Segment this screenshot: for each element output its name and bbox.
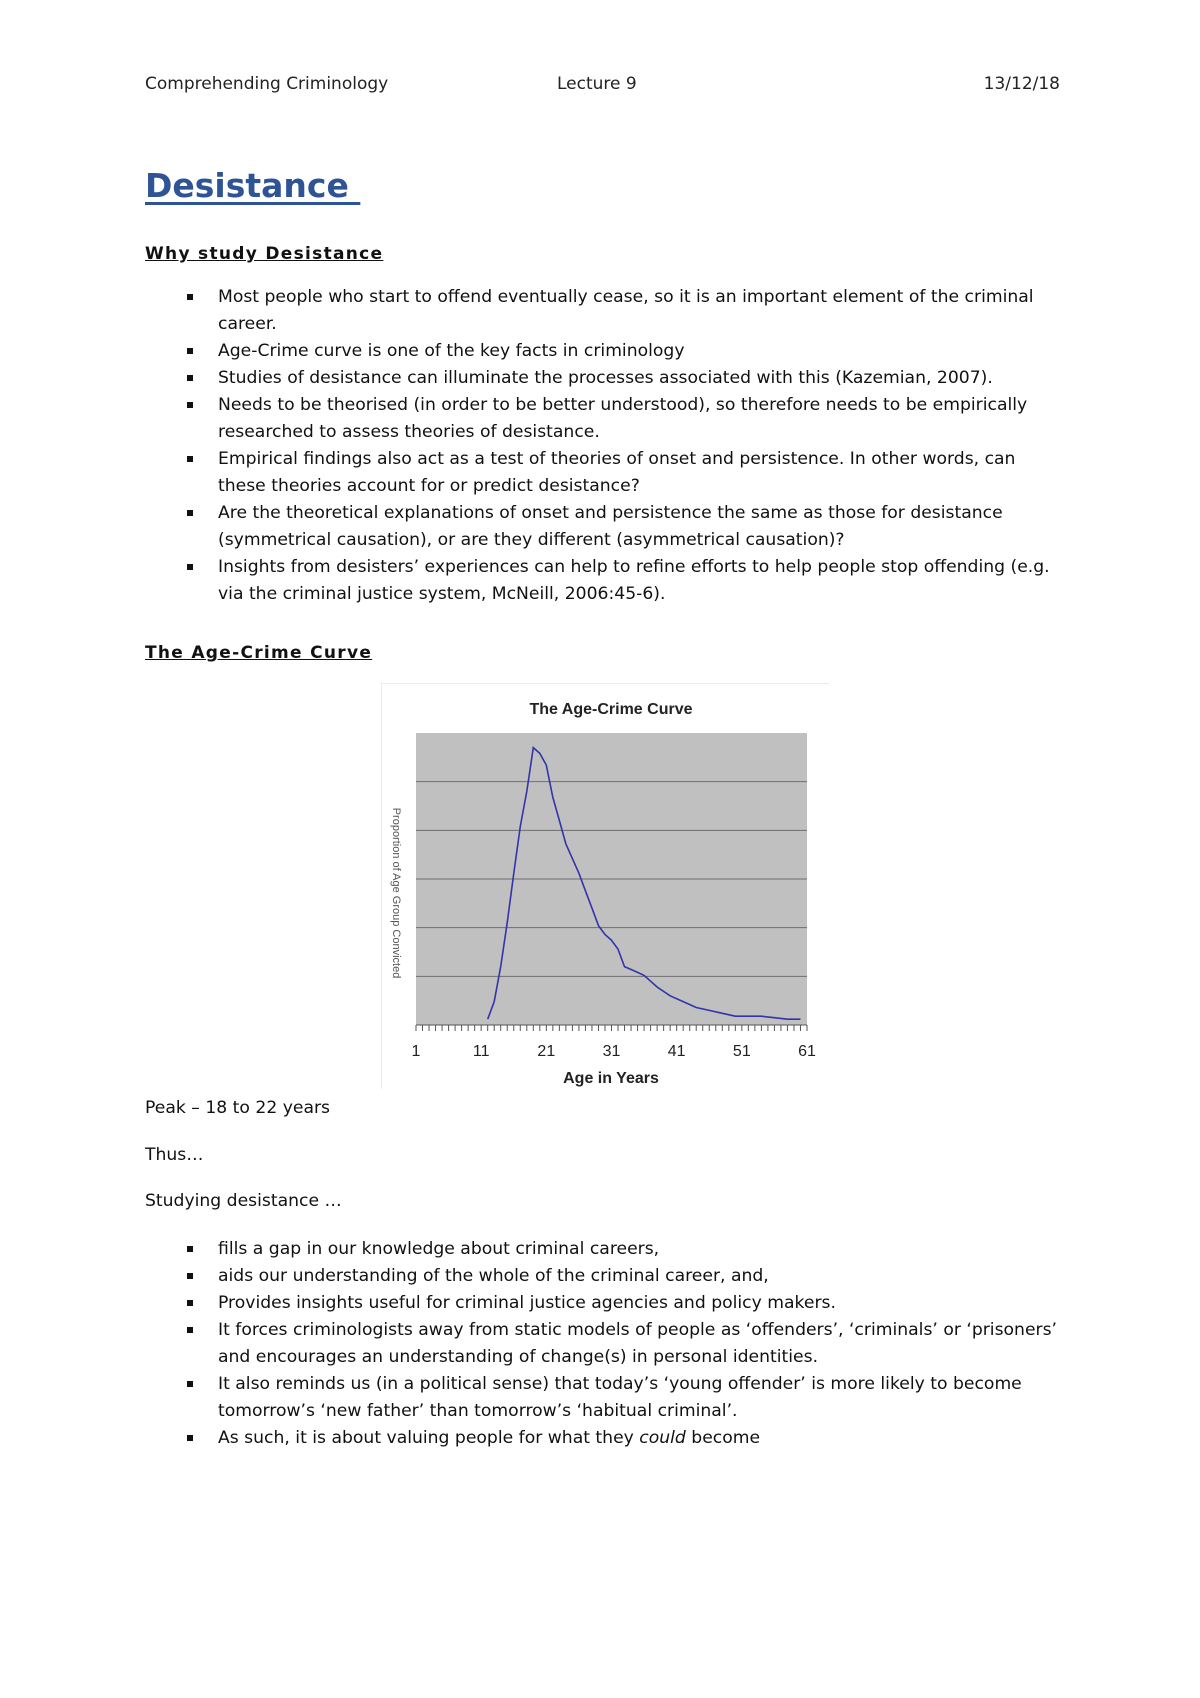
x-tick-label: 51: [732, 1043, 751, 1060]
list-item: [145, 392, 1060, 446]
list-item: [145, 1425, 1060, 1452]
list-item-text: It also reminds us (in a political sense) that today’s ‘young offender’ is more likely to become tomorrow’s ‘new father’ than tomorrow’s ‘habitual criminal’.: [218, 1374, 1022, 1421]
list-item: [145, 284, 1060, 338]
bullet-marker: [187, 456, 193, 462]
studying-text: Studying desistance …: [145, 1191, 342, 1211]
list-item-text: aids our understanding of the whole of the criminal career, and,: [218, 1266, 769, 1286]
x-tick-label: 31: [602, 1043, 621, 1060]
list-item: [145, 446, 1060, 500]
thus-text: Thus…: [145, 1145, 204, 1165]
heading-age-crime-curve: The Age-Crime Curve: [145, 643, 373, 663]
list-item: [145, 500, 1060, 554]
bullet-marker: [187, 402, 193, 408]
bullet-marker: [187, 1327, 193, 1333]
bullet-marker: [187, 294, 193, 300]
list-item-text: Insights from desisters’ experiences can help to refine efforts to help people stop offending (e.g. via the criminal justice system, McNeill, 2006:45-6).: [218, 557, 1050, 604]
list-item-text: Studies of desistance can illuminate the processes associated with this (Kazemian, 2007).: [218, 368, 993, 388]
chart-svg: [381, 683, 829, 1089]
header-date: 13/12/18: [983, 74, 1060, 94]
list-item-text: Age-Crime curve is one of the key facts in criminology: [218, 341, 685, 361]
list-item-text: As such, it is about valuing people for what they: [218, 1428, 640, 1448]
list-item: [145, 365, 1060, 392]
list-item-text-end: become: [685, 1428, 761, 1448]
bullet-marker: [187, 375, 193, 381]
list-item-text: Needs to be theorised (in order to be better understood), so therefore needs to be empirically researched to assess theories of desistance.: [218, 395, 1028, 442]
chart-title: The Age-Crime Curve: [529, 701, 693, 718]
bullet-marker: [187, 1246, 193, 1252]
list-item: [145, 554, 1060, 608]
list-item-text: Provides insights useful for criminal justice agencies and policy makers.: [218, 1293, 836, 1313]
plot-layer: [412, 733, 816, 1060]
bullet-marker: [187, 1273, 193, 1279]
age-crime-chart: [381, 683, 829, 1089]
bullet-marker: [187, 1300, 193, 1306]
list-item-text: Empirical findings also act as a test of theories of onset and persistence. In other words, can these theories account for or predict desistance?: [218, 449, 1016, 496]
chart-x-label: Age in Years: [563, 1070, 659, 1087]
list-item-text: It forces criminologists away from static models of people as ‘offenders’, ‘criminals’ or ‘prisoners’ and encourages an understanding of change(s) in personal identities.: [218, 1320, 1058, 1367]
list-item: [145, 1236, 1060, 1263]
bullet-list-studying: [145, 1236, 1060, 1452]
list-item: [145, 1317, 1060, 1371]
bullet-marker: [187, 1381, 193, 1387]
x-tick-label: 1: [411, 1043, 421, 1060]
list-item: [145, 1263, 1060, 1290]
x-tick-label: 11: [472, 1043, 490, 1060]
chart-y-label: Proportion of Age Group Convicted: [390, 807, 402, 979]
x-tick-label: 61: [798, 1043, 816, 1060]
heading-why-study: Why study Desistance: [145, 244, 384, 264]
bullet-marker: [187, 564, 193, 570]
list-item: [145, 338, 1060, 365]
bullet-marker: [187, 348, 193, 354]
page-title: Desistance: [145, 166, 361, 205]
x-tick-label: 21: [537, 1043, 556, 1060]
list-item-text: Are the theoretical explanations of onset and persistence the same as those for desistance (symmetrical causation), or are they different (asymmetrical causation)?: [218, 503, 1003, 550]
header-course: Comprehending Criminology: [145, 74, 389, 94]
bullet-marker: [187, 510, 193, 516]
bullet-list-why-study: [145, 284, 1060, 608]
list-item: [145, 1371, 1060, 1425]
peak-text: Peak – 18 to 22 years: [145, 1098, 331, 1118]
x-tick-label: 41: [667, 1043, 686, 1060]
bullet-marker: [187, 1435, 193, 1441]
list-item-emphasis: could: [639, 1428, 686, 1448]
list-item: [145, 1290, 1060, 1317]
header-lecture: Lecture 9: [557, 74, 637, 94]
list-item-text: Most people who start to offend eventually cease, so it is an important element of the criminal career.: [218, 287, 1034, 334]
list-item-text: fills a gap in our knowledge about criminal careers,: [218, 1239, 660, 1259]
